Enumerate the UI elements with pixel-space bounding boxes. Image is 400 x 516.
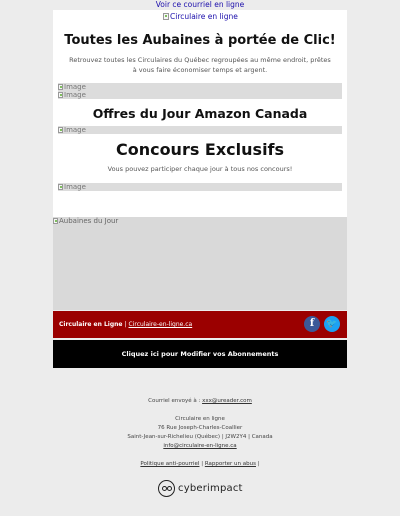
separator: | [201,461,204,467]
image-placeholder[interactable] [58,83,342,91]
broken-image-icon [58,84,63,90]
broken-image-icon [58,127,63,133]
image-alt-text: Image [64,91,86,99]
cyberimpact-face-icon [158,480,175,497]
amazon-title: Offres du Jour Amazon Canada [92,106,308,121]
report-abuse-link[interactable]: Rapporter un abus [204,461,256,467]
broken-image-icon [163,13,169,20]
sent-to-line [0,397,400,406]
legal-links [0,460,400,469]
sender-name: Circulaire en ligne [175,416,225,422]
sender-email-link[interactable]: info@circulaire-en-ligne.ca [163,443,237,449]
manage-subscriptions-link[interactable]: Cliquez ici pour Modifier vos Abonnements [121,350,279,358]
email-card [53,10,347,368]
separator: | [124,321,127,328]
broken-image-icon [53,218,58,224]
view-online-link[interactable]: Voir ce courriel en ligne [155,0,245,9]
manage-subscriptions-bar[interactable] [53,340,347,368]
image-alt-text: Image [64,126,86,134]
image-placeholder[interactable] [58,183,342,191]
image-alt-text: Image [64,183,86,191]
intro-description: Retrouvez toutes les Circulaires du Québec regroupées au même endroit, prêtes à vous faire économiser temps et argent. [69,56,331,74]
twitter-icon[interactable]: 🐦 [324,316,340,332]
deals-alt [53,217,118,225]
site-link[interactable]: Circulaire-en-ligne.ca [128,321,193,328]
footer-bar [53,311,347,338]
sent-label: Courriel envoyé à : [148,398,201,404]
image-placeholder[interactable] [58,91,342,99]
contests-description: Vous pouvez participer chaque jour à tous nos concours! [107,165,293,173]
sender-city: Saint-Jean-sur-Richelieu (Québec) | J2W2Y4 | Canada [127,434,273,440]
facebook-icon[interactable]: f [304,316,320,332]
cyberimpact-logo[interactable] [158,478,244,498]
anti-spam-policy-link[interactable]: Politique anti-pourriel [140,461,200,467]
image-placeholder[interactable] [58,126,342,134]
logo-alt-text: Circulaire en ligne [170,12,238,21]
sender-email [0,442,400,451]
separator: | [257,461,260,467]
deals-banner[interactable] [53,217,347,310]
broken-image-icon [58,184,63,190]
intro-title: Toutes les Aubaines à portée de Clic! [64,33,336,48]
broken-image-icon [58,92,63,98]
cyberimpact-wordmark: cyberimpact [178,482,243,494]
deals-alt-text: Aubaines du Jour [59,217,119,225]
image-alt-text: Image [64,83,86,91]
sender-street: 76 Rue Joseph-Charles-Coallier [157,425,243,431]
brand-name: Circulaire en Ligne [59,321,123,328]
footer-brand [59,321,192,328]
contests-title: Concours Exclusifs [115,140,285,159]
recipient-email-link[interactable]: xxx@ureader.com [202,398,252,404]
logo-image[interactable] [163,12,238,21]
content-area [53,10,347,217]
